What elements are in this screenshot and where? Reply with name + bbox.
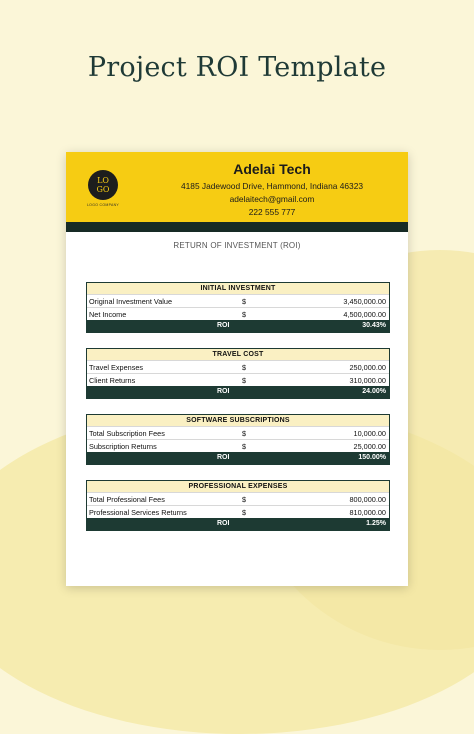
table-row <box>87 426 389 439</box>
section-title: INITIAL INVESTMENT <box>87 283 389 294</box>
section-title: TRAVEL COST <box>87 349 389 360</box>
roi-label: ROI <box>217 520 230 527</box>
section-professional-expenses <box>86 480 390 531</box>
row-label: Total Professional Fees <box>89 494 165 504</box>
table-row <box>87 439 389 452</box>
row-value: 250,000.00 <box>349 362 386 372</box>
roi-sheet <box>66 152 408 586</box>
row-value: 800,000.00 <box>349 494 386 504</box>
section-software-subscriptions <box>86 414 390 465</box>
section-title: SOFTWARE SUBSCRIPTIONS <box>87 415 389 426</box>
roi-value: 150.00% <box>358 454 386 461</box>
roi-label: ROI <box>217 454 230 461</box>
company-address: 4185 Jadewood Drive, Hammond, Indiana 46323 <box>180 181 364 191</box>
company-email: adelaitech@gmail.com <box>229 194 315 204</box>
row-value: 25,000.00 <box>353 441 386 451</box>
currency-symbol: $ <box>242 309 247 319</box>
currency-symbol: $ <box>242 296 247 306</box>
table-row <box>87 307 389 320</box>
row-value: 10,000.00 <box>353 428 386 438</box>
currency-symbol: $ <box>242 441 247 451</box>
currency-symbol: $ <box>242 507 247 517</box>
table-row <box>87 505 389 518</box>
header-divider <box>66 222 408 232</box>
currency-symbol: $ <box>242 362 247 372</box>
section-initial-investment <box>86 282 390 333</box>
table-row <box>87 294 389 307</box>
roi-value: 1.25% <box>366 520 386 527</box>
row-label: Total Subscription Fees <box>89 428 165 438</box>
row-value: 3,450,000.00 <box>343 296 386 306</box>
row-value: 310,000.00 <box>349 375 386 385</box>
page-title: Project ROI Template <box>87 52 387 83</box>
roi-row <box>87 320 389 332</box>
row-value: 4,500,000.00 <box>343 309 386 319</box>
roi-row <box>87 452 389 464</box>
row-label: Net Income <box>89 309 127 319</box>
company-name: Adelai Tech <box>233 161 311 177</box>
row-label: Travel Expenses <box>89 362 144 372</box>
company-header <box>66 152 408 222</box>
roi-label: ROI <box>217 388 230 395</box>
roi-row <box>87 386 389 398</box>
currency-symbol: $ <box>242 428 247 438</box>
currency-symbol: $ <box>242 375 247 385</box>
currency-symbol: $ <box>242 494 247 504</box>
logo-text: LO <box>97 176 109 185</box>
roi-row <box>87 518 389 530</box>
row-label: Subscription Returns <box>89 441 157 451</box>
table-row <box>87 492 389 505</box>
row-label: Original Investment Value <box>89 296 173 306</box>
company-phone: 222 555 777 <box>248 207 296 217</box>
table-row <box>87 360 389 373</box>
row-value: 810,000.00 <box>349 507 386 517</box>
roi-label: ROI <box>217 322 230 329</box>
company-logo <box>88 170 118 200</box>
row-label: Professional Services Returns <box>89 507 187 517</box>
section-travel-cost <box>86 348 390 399</box>
row-label: Client Returns <box>89 375 136 385</box>
logo-text: GO <box>96 185 110 194</box>
logo-subtext: LOGO COMPANY <box>86 203 120 207</box>
roi-value: 24.00% <box>362 388 386 395</box>
roi-value: 30.43% <box>362 322 386 329</box>
section-title: PROFESSIONAL EXPENSES <box>87 481 389 492</box>
table-row <box>87 373 389 386</box>
document-heading: RETURN OF INVESTMENT (ROI) <box>173 241 301 250</box>
